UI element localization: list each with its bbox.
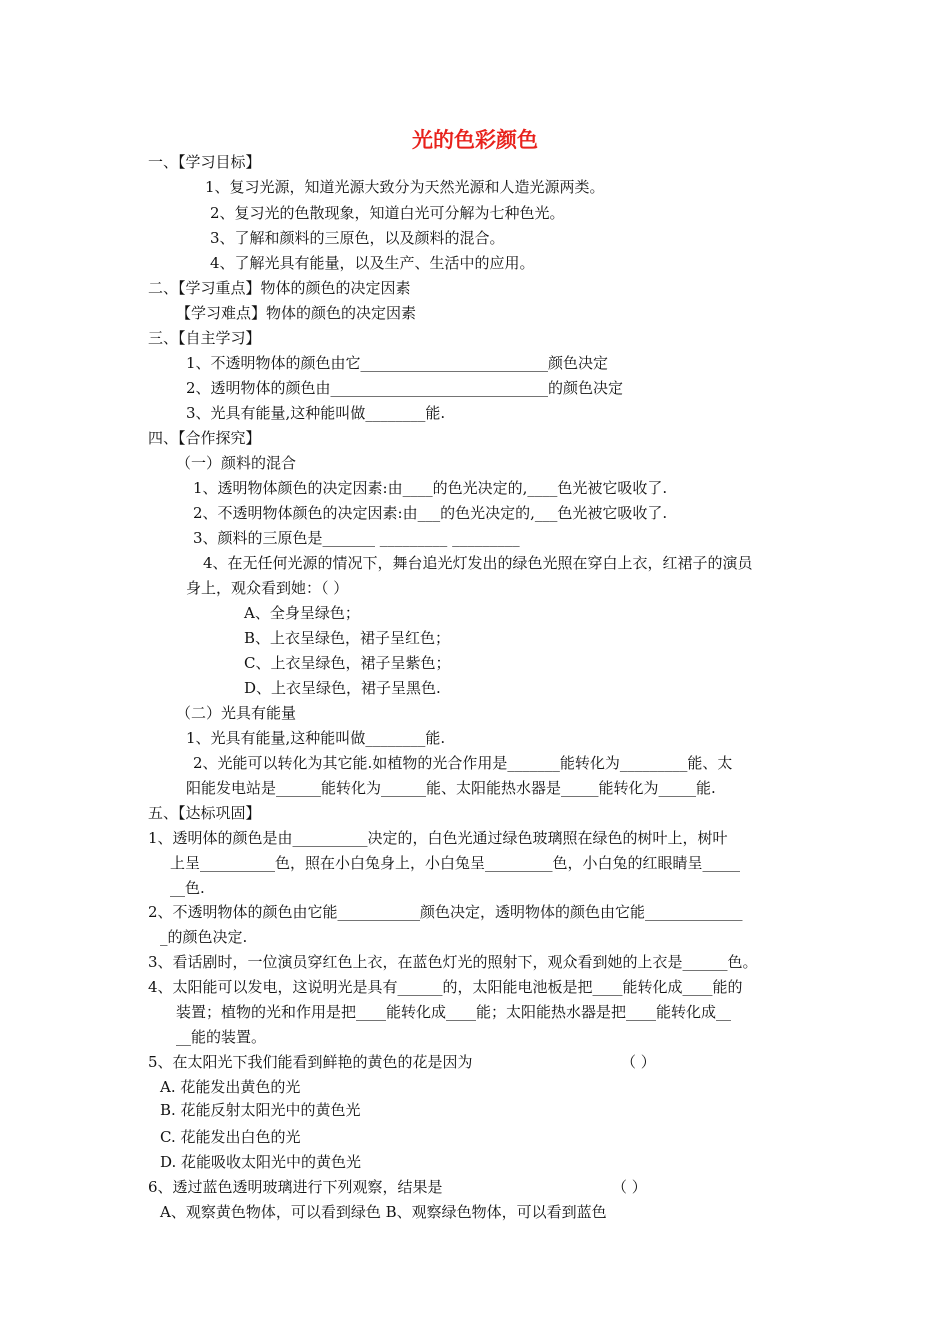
text-line: 4、在无任何光源的情况下，舞台追光灯发出的绿色光照在穿白上衣，红裙子的演员 [203, 554, 753, 572]
text-line: （ ） [612, 1178, 647, 1196]
text-line: B、上衣呈绿色，裙子呈红色； [244, 629, 451, 647]
text-line: 3、了解和颜料的三原色，以及颜料的混合。 [210, 229, 505, 247]
text-line: 阳能发电站是______能转化为______能、太阳能热水器是_____能转化为_____能. [186, 779, 716, 797]
text-line: 一、【学习目标】 [148, 153, 261, 171]
text-line: 6、透过蓝色透明玻璃进行下列观察，结果是 [148, 1178, 443, 1196]
text-line: 1、光具有能量,这种能叫做________能. [186, 729, 446, 747]
text-line: 3、看话剧时，一位演员穿红色上衣，在蓝色灯光的照射下，观众看到她的上衣是______色。 [148, 953, 758, 971]
text-line: 【学习难点】物体的颜色的决定因素 [176, 304, 417, 322]
text-line: 2、不透明物体的颜色由它能___________颜色决定，透明物体的颜色由它能_____________ [148, 903, 743, 921]
text-line: 2、透明物体的颜色由_____________________________的颜色决定 [186, 379, 624, 397]
text-line: __能的装置。 [176, 1028, 267, 1046]
text-line: 三、【自主学习】 [148, 329, 261, 347]
text-line: 1、透明体的颜色是由__________决定的，白色光通过绿色玻璃照在绿色的树叶上，树叶 [148, 829, 728, 847]
text-line: A、全身呈绿色； [244, 604, 360, 622]
text-line: （ ） [621, 1053, 656, 1071]
text-line: 3、光具有能量,这种能叫做________能. [186, 404, 446, 422]
text-line: D. 花能吸收太阳光中的黄色光 [160, 1153, 362, 1171]
text-line: 二、【学习重点】物体的颜色的决定因素 [148, 279, 411, 297]
text-line: （一）颜料的混合 [176, 454, 297, 472]
text-line: A、观察黄色物体，可以看到绿色 B、观察绿色物体，可以看到蓝色 [160, 1203, 607, 1221]
text-line: 1、不透明物体的颜色由它_________________________颜色决定 [186, 354, 609, 372]
text-line: A. 花能发出黄色的光 [160, 1078, 301, 1096]
text-line: _的颜色决定. [160, 928, 248, 946]
text-line: （二）光具有能量 [176, 704, 297, 722]
text-line: C、上衣呈绿色，裙子呈紫色； [244, 654, 451, 672]
text-line: 2、复习光的色散现象，知道白光可分解为七种色光。 [210, 204, 565, 222]
text-line: 4、太阳能可以发电，这说明光是具有______的，太阳能电池板是把____能转化成____能的 [148, 978, 743, 996]
text-line: 4、了解光具有能量，以及生产、生活中的应用。 [210, 254, 535, 272]
text-line: 1、复习光源，知道光源大致分为天然光源和人造光源两类。 [205, 178, 605, 196]
text-line: 上呈__________色，照在小白兔身上，小白兔呈_________色，小白兔的红眼睛呈_____ [170, 854, 741, 872]
text-line: 身上，观众看到她：（ ） [186, 579, 349, 597]
text-line: 五、【达标巩固】 [148, 804, 261, 822]
text-line: 1、透明物体颜色的决定因素:由____的色光决定的,____色光被它吸收了. [193, 479, 668, 497]
text-line: 装置；植物的光和作用是把____能转化成____能；太阳能热水器是把____能转化成__ [176, 1003, 732, 1021]
text-line: 5、在太阳光下我们能看到鲜艳的黄色的花是因为 [148, 1053, 473, 1071]
text-line: 3、颜料的三原色是_______ _________ _________ [193, 529, 520, 547]
page-title: 光的色彩颜色 [412, 128, 538, 152]
text-line: C. 花能发出白色的光 [160, 1128, 301, 1146]
text-line: __色. [170, 879, 205, 897]
text-line: D、上衣呈绿色，裙子呈黑色. [244, 679, 441, 697]
text-line: 四、【合作探究】 [148, 429, 261, 447]
text-line: 2、光能可以转化为其它能.如植物的光合作用是_______能转化为_________能、太 [193, 754, 733, 772]
text-line: B. 花能反射太阳光中的黄色光 [160, 1101, 361, 1119]
text-line: 2、不透明物体颜色的决定因素:由___的色光决定的,___色光被它吸收了. [193, 504, 668, 522]
